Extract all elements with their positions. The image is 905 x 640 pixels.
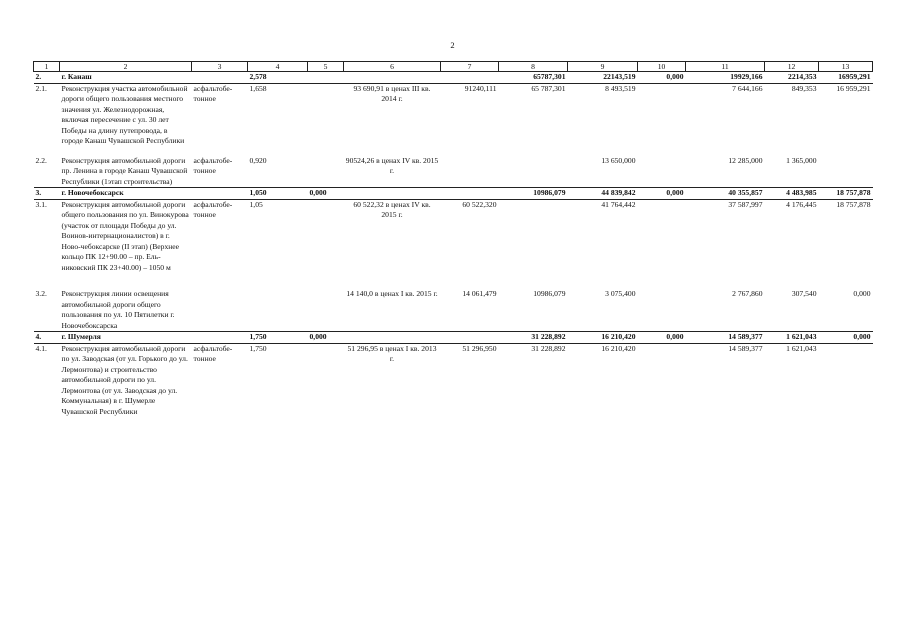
cell-c5 xyxy=(308,199,344,273)
cell-c5: 0,000 xyxy=(308,332,344,344)
cell-c6 xyxy=(344,72,441,84)
cell-c9: 44 839,842 xyxy=(568,188,638,200)
region-name: г. Новочебоксарск xyxy=(60,188,192,200)
cell-c10 xyxy=(638,343,686,417)
cell-length: 0,920 xyxy=(248,156,308,188)
cell-c5 xyxy=(308,289,344,332)
cell-length: 1,658 xyxy=(249,83,267,93)
cell-c7: 91240,111 xyxy=(464,83,497,93)
col-header: 9 xyxy=(568,62,638,72)
cell-length: 1,05 xyxy=(249,199,263,209)
object-name: Реконструкция автомобильной дороги по ул. Заводская (от ул. Горького до ул. Лермонтова) и строительство автомобильной дороги по ул. Лермонтова (от ул. Заводская до ул. Коммунальная) в г. Шумерле Чувашской Республики xyxy=(61,343,188,416)
col-header: 7 xyxy=(441,62,499,72)
cell-c9: 22143,519 xyxy=(568,72,638,84)
cell-c10 xyxy=(638,289,686,332)
row-number: 3.2. xyxy=(34,289,60,332)
cell-c6: 93 690,91 в ценах III кв. 2014 г. xyxy=(353,83,431,103)
cell-c11: 14 589,377 xyxy=(728,343,763,353)
cell-c12: 4 176,445 xyxy=(786,199,817,209)
cell-c12: 307,540 xyxy=(765,289,819,332)
cell-c12: 4 483,985 xyxy=(765,188,819,200)
cell-c11: 12 285,000 xyxy=(686,156,765,188)
col-header: 5 xyxy=(308,62,344,72)
cell-c5 xyxy=(308,83,344,147)
row-number: 2.1. xyxy=(35,83,47,93)
col-header: 12 xyxy=(765,62,819,72)
cell-c13: 0,000 xyxy=(819,289,873,332)
cell-c13: 16 959,291 xyxy=(836,83,871,93)
col-header: 10 xyxy=(638,62,686,72)
cell-c11: 7 644,166 xyxy=(732,83,763,93)
table-row-region xyxy=(34,332,873,344)
row-number: 2.2. xyxy=(34,156,60,188)
cell-c12: 2214,353 xyxy=(765,72,819,84)
cell-length: 1,050 xyxy=(248,188,308,200)
cell-material xyxy=(192,72,248,84)
cell-c9: 16 210,420 xyxy=(568,332,638,344)
cell-c8: 65787,301 xyxy=(499,72,568,84)
cell-c10: 0,000 xyxy=(638,332,686,344)
cell-c13 xyxy=(819,343,873,417)
row-number: 3. xyxy=(34,188,60,200)
row-number: 4.1. xyxy=(35,343,47,353)
cell-c9: 16 210,420 xyxy=(601,343,636,353)
table-row xyxy=(34,289,873,332)
page-number: 2 xyxy=(450,40,455,50)
cell-material xyxy=(192,188,248,200)
cell-c8: 10986,079 xyxy=(499,188,568,200)
cell-material: асфальтобе-тонное xyxy=(193,83,233,103)
row-number: 3.1. xyxy=(35,199,47,209)
col-header: 1 xyxy=(34,62,60,72)
cell-c5 xyxy=(308,156,344,188)
col-header: 6 xyxy=(344,62,441,72)
cell-c13 xyxy=(819,156,873,188)
cell-c10 xyxy=(638,199,686,273)
region-name: г. Шумерля xyxy=(60,332,192,344)
cell-material: асфальтобе-тонное xyxy=(193,343,233,363)
cell-c8: 31 228,892 xyxy=(531,343,566,353)
cell-c7 xyxy=(441,332,499,344)
cell-c7 xyxy=(441,72,499,84)
cell-c5: 0,000 xyxy=(308,188,344,200)
table-row xyxy=(34,156,873,188)
cell-length: 1,750 xyxy=(248,332,308,344)
cell-c10: 0,000 xyxy=(638,72,686,84)
cell-c7: 14 061,479 xyxy=(441,289,499,332)
table-row xyxy=(34,199,873,273)
cell-c10 xyxy=(638,83,686,147)
cell-length: 1,750 xyxy=(249,343,267,353)
cell-material: асфальтобе-тонное xyxy=(193,199,233,219)
cell-c13: 18 757,878 xyxy=(836,199,871,209)
cell-c7 xyxy=(441,188,499,200)
cell-c6: 90524,26 в ценах IV кв. 2015 г. xyxy=(344,156,441,188)
cell-c9: 8 493,519 xyxy=(605,83,636,93)
col-header: 8 xyxy=(499,62,568,72)
row-number: 2. xyxy=(34,72,60,84)
cell-c8: 65 787,301 xyxy=(531,83,566,93)
table-row xyxy=(34,343,873,417)
col-header: 13 xyxy=(819,62,873,72)
col-header: 11 xyxy=(686,62,765,72)
cell-material xyxy=(192,289,248,332)
cell-c11: 40 355,857 xyxy=(686,188,765,200)
cell-c13: 18 757,878 xyxy=(819,188,873,200)
cell-c10: 0,000 xyxy=(638,188,686,200)
col-header: 4 xyxy=(248,62,308,72)
cell-c7: 51 296,950 xyxy=(462,343,497,353)
cell-c6: 60 522,32 в ценах IV кв. 2015 г. xyxy=(353,199,431,219)
cell-c11: 37 587,997 xyxy=(728,199,763,209)
cell-c9: 13 650,000 xyxy=(568,156,638,188)
cell-c8: 10986,079 xyxy=(499,289,568,332)
cell-length xyxy=(248,289,308,332)
cell-c8: 31 228,892 xyxy=(499,332,568,344)
cell-c6 xyxy=(344,332,441,344)
cell-c11: 19929,166 xyxy=(686,72,765,84)
cell-c8 xyxy=(499,199,568,273)
cell-c7: 60 522,320 xyxy=(462,199,497,209)
cell-c7 xyxy=(441,156,499,188)
object-name: Реконструкция автомобильной дороги общего пользования по ул. Винокурова (участок от площади Победы до ул. Воинов-интернационалистов) в г. Ново-чебоксарске (II этап) (Верхнее кольцо ПК 12+90.00 – пр. Ель-никовский ПК 23+40.00) – 1050 м xyxy=(61,199,189,272)
cell-c9: 41 764,442 xyxy=(601,199,636,209)
cell-material xyxy=(192,332,248,344)
cell-c12: 849,353 xyxy=(791,83,817,93)
col-header: 2 xyxy=(60,62,192,72)
roads-table xyxy=(33,61,873,417)
cell-material: асфальтобе-тонное xyxy=(192,156,248,188)
cell-c11: 14 589,377 xyxy=(686,332,765,344)
cell-c10 xyxy=(638,156,686,188)
col-header: 3 xyxy=(192,62,248,72)
cell-c12: 1 621,043 xyxy=(786,343,817,353)
cell-c12: 1 621,043 xyxy=(765,332,819,344)
object-name: Реконструкция линии освещения автомобильной дороги общего пользования по ул. 10 Пятилетки г. Новочебоксарска xyxy=(60,289,192,332)
cell-c6 xyxy=(344,188,441,200)
cell-c6: 51 296,95 в ценах I кв. 2013 г. xyxy=(347,343,437,363)
table-row xyxy=(34,83,873,147)
cell-c12: 1 365,000 xyxy=(765,156,819,188)
cell-c11: 2 767,860 xyxy=(686,289,765,332)
cell-c8 xyxy=(499,156,568,188)
cell-c6: 14 140,0 в ценах I кв. 2015 г. xyxy=(344,289,441,332)
row-number: 4. xyxy=(34,332,60,344)
object-name: Реконструкция участка автомобильной дороги общего пользования местного значения ул. Железнодорожная, включая пересечение с ул. 30 лет Победы на длину путепровода, в городе Канаш Чувашской Республики xyxy=(61,83,188,145)
cell-c9: 3 075,400 xyxy=(568,289,638,332)
table-row-region xyxy=(34,72,873,84)
cell-c5 xyxy=(308,72,344,84)
cell-c13: 16959,291 xyxy=(819,72,873,84)
object-name: Реконструкция автомобильной дороги пр. Ленина в городе Канаш Чувашской Республики (1этап строительства) xyxy=(60,156,192,188)
region-name: г. Канаш xyxy=(60,72,192,84)
cell-length: 2,578 xyxy=(248,72,308,84)
header-row xyxy=(34,62,873,72)
table-row-region xyxy=(34,188,873,200)
cell-c13: 0,000 xyxy=(819,332,873,344)
cell-c5 xyxy=(308,343,344,417)
